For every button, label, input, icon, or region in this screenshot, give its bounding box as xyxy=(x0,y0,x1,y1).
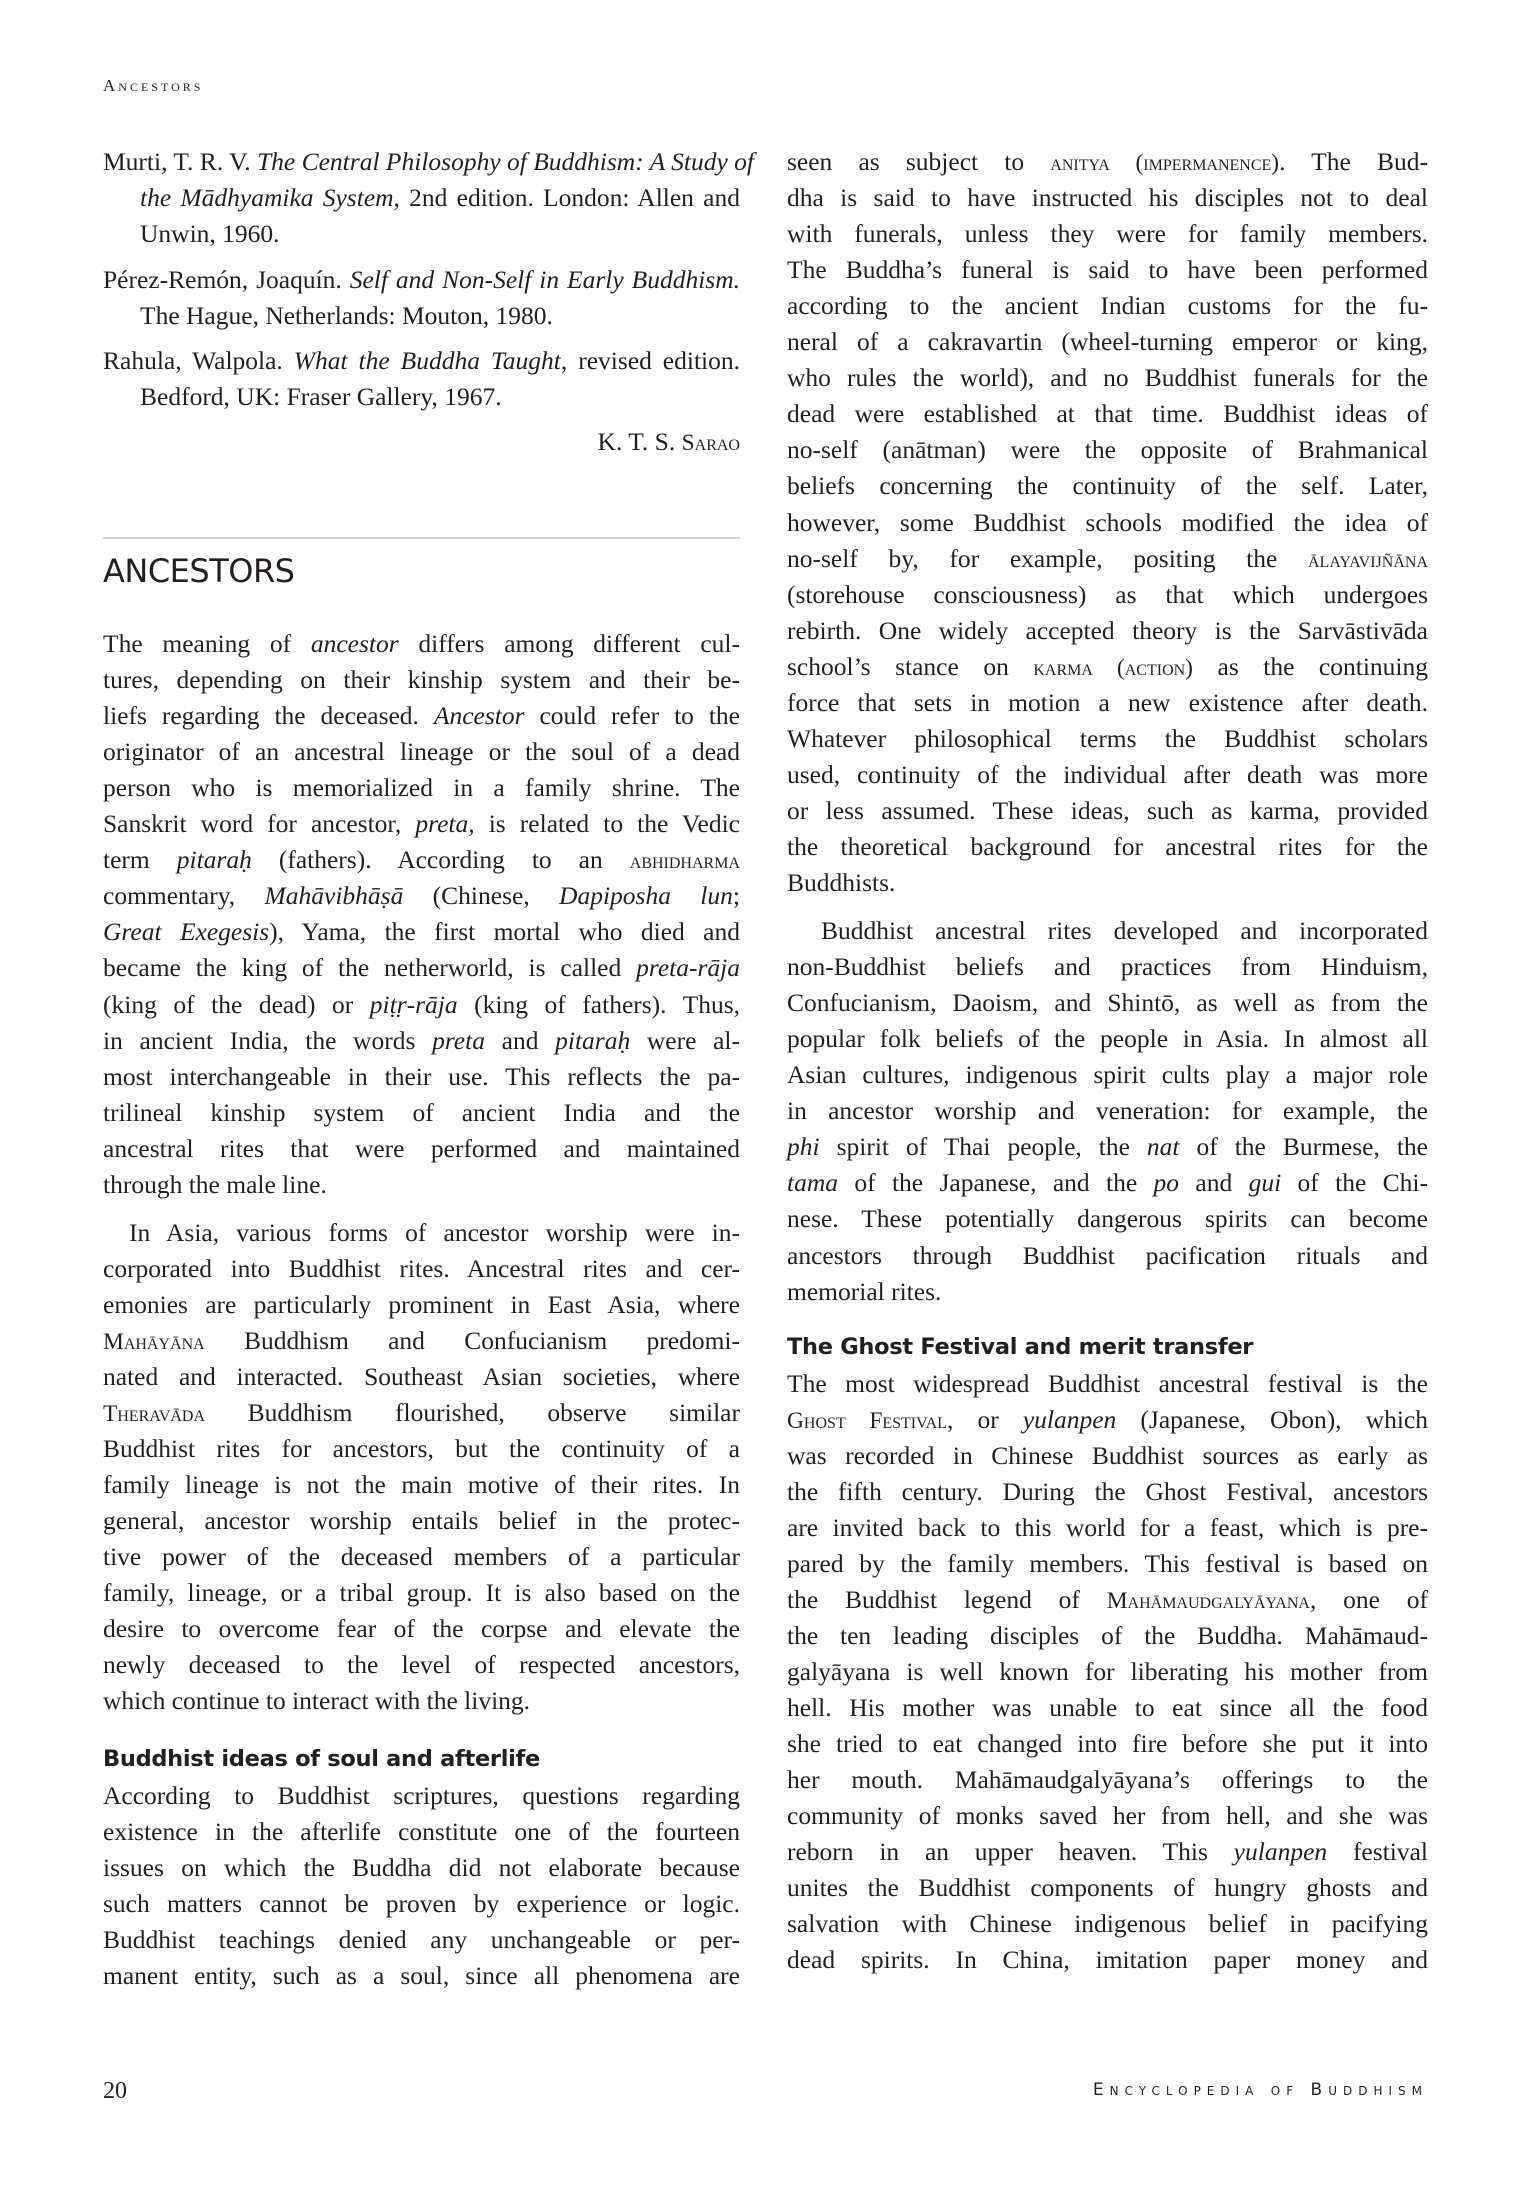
footer-book-title: Encyclopedia of Buddhism xyxy=(1092,2080,1428,2100)
body-line xyxy=(103,1922,740,1958)
body-line xyxy=(103,1575,740,1611)
body-line xyxy=(787,793,1428,829)
body-line xyxy=(103,734,740,770)
text-run: memorial rites. xyxy=(787,1276,942,1306)
body-line xyxy=(103,770,740,806)
italic-term: pitaraḥ xyxy=(555,1025,631,1055)
body-line xyxy=(103,662,740,698)
body-line xyxy=(103,1467,740,1503)
text-run: however, some Buddhist schools modified the idea of xyxy=(787,507,1428,537)
text-run: no-self by, for example, positing the xyxy=(787,543,1308,573)
cross-reference: abhidharma xyxy=(629,848,740,875)
body-line xyxy=(787,360,1428,396)
text-run: manent entity, such as a soul, since all phenomena are xyxy=(103,1960,740,1990)
text-run: issues on which the Buddha did not elaborate because xyxy=(103,1852,740,1882)
body-line xyxy=(787,1942,1428,1978)
text-run: Bedford, UK: Fraser Gallery, 1967. xyxy=(140,382,502,411)
body-line xyxy=(787,721,1428,757)
italic-term: gui xyxy=(1248,1168,1282,1198)
body-line xyxy=(103,1431,740,1467)
text-run: through the male line. xyxy=(103,1169,327,1199)
italic-term: preta-rāja xyxy=(636,953,740,983)
text-run: , revised edition. xyxy=(560,346,740,375)
text-run: family, lineage, or a tribal group. It is also based on the xyxy=(103,1578,740,1608)
body-line xyxy=(787,432,1428,468)
text-run: which continue to interact with the living. xyxy=(103,1686,531,1716)
body-line xyxy=(103,1167,740,1203)
text-run: Buddhism flourished, observe similar xyxy=(205,1398,740,1428)
text-run: Buddhist ancestral rites developed and incorporated xyxy=(821,916,1428,946)
body-line xyxy=(787,1366,1428,1402)
text-run: Asian cultures, indigenous spirit cults play a major role xyxy=(787,1060,1428,1090)
body-line xyxy=(787,685,1428,721)
text-run: non-Buddhist beliefs and practices from Hinduism, xyxy=(787,952,1428,982)
text-run: pared by the family members. This festival is based on xyxy=(787,1548,1428,1578)
body-line xyxy=(787,1093,1428,1129)
text-run: . The Bud- xyxy=(1279,147,1428,176)
page-number: 20 xyxy=(103,2078,127,2104)
text-run: Confucianism, Daoism, and Shintō, as well as from the xyxy=(787,988,1428,1018)
body-line xyxy=(103,1814,740,1850)
italic-term: Ancestor xyxy=(433,701,525,731)
text-run: Pérez-Remón, Joaquín. xyxy=(103,265,350,294)
text-run: is related to the Vedic xyxy=(474,809,740,839)
text-run: according to the ancient Indian customs for the fu- xyxy=(787,291,1428,321)
body-line xyxy=(787,468,1428,504)
body-line xyxy=(103,1539,740,1575)
text-run: festival xyxy=(1327,1837,1428,1867)
body-line xyxy=(103,950,740,986)
body-line xyxy=(787,865,1428,901)
text-run: tures, depending on their kinship system and their be- xyxy=(103,665,740,695)
italic-term: ancestor xyxy=(310,629,399,658)
text-run: family lineage is not the main motive of their rites. In xyxy=(103,1470,740,1500)
italic-term: po xyxy=(1153,1168,1180,1198)
text-run: dha is said to have instructed his disciples not to deal xyxy=(787,183,1428,213)
body-line xyxy=(787,1274,1428,1310)
text-run: reborn in an upper heaven. This xyxy=(787,1837,1234,1867)
italic-term: the Mādhyamika System xyxy=(140,183,394,212)
text-run: galyāyana is well known for liberating his mother from xyxy=(787,1657,1428,1686)
text-run: such matters cannot be proven by experience or logic. xyxy=(103,1888,740,1918)
body-line xyxy=(787,1618,1428,1654)
text-run: was recorded in Chinese Buddhist sources as early as xyxy=(787,1440,1428,1470)
text-run: community of monks saved her from hell, and she was xyxy=(787,1801,1428,1831)
body-line xyxy=(787,252,1428,288)
text-run: trilineal kinship system of ancient India and the xyxy=(103,1097,740,1127)
text-run: ; xyxy=(732,881,740,911)
text-run: Unwin, 1960. xyxy=(140,219,280,248)
italic-term: yulanpen xyxy=(1022,1404,1117,1434)
body-line xyxy=(787,985,1428,1021)
text-run: (Japanese, Obon), which xyxy=(1116,1404,1428,1434)
italic-term: Mahāvibhāṣā xyxy=(264,881,404,911)
text-run: existence in the afterlife constitute one of the fourteen xyxy=(103,1816,740,1846)
italic-term: tama xyxy=(787,1168,838,1198)
body-line xyxy=(103,1778,740,1814)
text-run: the theoretical background for ancestral rites for the xyxy=(787,831,1428,861)
body-line xyxy=(787,949,1428,985)
text-run: commentary, xyxy=(103,881,265,911)
body-line xyxy=(787,1129,1428,1165)
reference-line xyxy=(140,180,740,216)
body-line xyxy=(787,1201,1428,1237)
text-run: (storehouse consciousness) as that which undergoes xyxy=(787,579,1428,609)
body-line xyxy=(103,914,740,950)
italic-term: piṭṛ-rāja xyxy=(369,989,458,1019)
text-run: corporated into Buddhist rites. Ancestral rites and cer- xyxy=(103,1253,740,1283)
text-run: dead spirits. In China, imitation paper money and xyxy=(787,1945,1428,1975)
body-line xyxy=(787,649,1428,685)
text-run: nated and interacted. Southeast Asian societies, where xyxy=(103,1362,740,1391)
body-line xyxy=(103,1395,740,1431)
text-run: no-self (anātman) were the opposite of Brahmanical xyxy=(787,435,1428,465)
body-line xyxy=(787,1165,1428,1201)
text-run: could refer to the xyxy=(524,701,740,731)
body-line xyxy=(787,829,1428,865)
body-line xyxy=(103,1059,740,1095)
text-run: she tried to eat changed into fire before she put it into xyxy=(787,1729,1428,1759)
italic-term: pitaraḥ xyxy=(176,845,252,875)
body-line xyxy=(787,577,1428,613)
body-line xyxy=(787,1762,1428,1798)
text-run: of the Chi- xyxy=(1281,1168,1428,1198)
text-run: The meaning of xyxy=(103,629,311,658)
text-run: differs among different cul- xyxy=(398,629,740,658)
body-line xyxy=(103,698,740,734)
body-line xyxy=(103,1323,740,1359)
text-run: ancestral rites that were performed and maintained xyxy=(103,1133,740,1163)
text-run: desire to overcome fear of the corpse and elevate the xyxy=(103,1614,740,1644)
text-run: (fathers). According to an xyxy=(251,845,630,875)
text-run: became the king of the netherworld, is called xyxy=(103,953,637,983)
body-line xyxy=(103,1023,740,1059)
body-line xyxy=(787,1798,1428,1834)
body-line xyxy=(787,1057,1428,1093)
text-run: force that sets in motion a new existence after death. xyxy=(787,687,1428,717)
text-run: salvation with Chinese indigenous belief in pacifying xyxy=(787,1909,1428,1939)
text-run: In Asia, various forms of ancestor worship were in- xyxy=(129,1217,740,1247)
italic-term: yulanpen xyxy=(1233,1837,1328,1867)
body-line xyxy=(103,878,740,914)
author-signature xyxy=(103,424,740,460)
text-run: and xyxy=(484,1025,556,1055)
body-line xyxy=(787,1021,1428,1057)
italic-term: Dapiposha lun xyxy=(559,881,733,911)
body-line xyxy=(103,1287,740,1323)
text-run: emonies are particularly prominent in East Asia, where xyxy=(103,1289,740,1319)
body-line xyxy=(103,1215,740,1251)
text-run: the ten leading disciples of the Buddha. Mahāmaud- xyxy=(787,1620,1428,1650)
body-line xyxy=(787,324,1428,360)
reference-line xyxy=(103,262,740,298)
body-line xyxy=(787,1474,1428,1510)
body-line xyxy=(103,1647,740,1683)
body-line xyxy=(103,1886,740,1922)
body-line xyxy=(787,216,1428,252)
reference-line xyxy=(103,343,740,379)
reference-line xyxy=(140,216,740,252)
text-run: and xyxy=(1179,1168,1249,1198)
body-line xyxy=(103,626,740,662)
cross-reference: anitya (impermanence) xyxy=(1050,150,1280,176)
text-run: nese. These potentially dangerous spirits can become xyxy=(787,1204,1428,1234)
reference-line xyxy=(140,298,740,334)
text-run: ), Yama, the first mortal who died and xyxy=(269,917,740,947)
text-run: hell. His mother was unable to eat since all the food xyxy=(787,1693,1428,1723)
text-run: spirit of Thai people, the xyxy=(819,1132,1147,1162)
text-run: the fifth century. During the Ghost Festival, ancestors xyxy=(787,1476,1428,1506)
text-run: Buddhists. xyxy=(787,868,896,897)
body-line xyxy=(103,1095,740,1131)
body-line xyxy=(787,913,1428,949)
text-run: , or xyxy=(946,1404,1023,1434)
section-divider xyxy=(103,537,740,539)
body-line xyxy=(787,144,1428,180)
subheading-ghost-festival: The Ghost Festival and merit transfer xyxy=(787,1333,1254,1360)
body-line xyxy=(103,1850,740,1886)
entry-heading: ANCESTORS xyxy=(103,552,295,590)
text-run: Rahula, Walpola. xyxy=(103,346,294,375)
cross-reference: karma (action) xyxy=(1033,654,1193,681)
body-line xyxy=(787,1870,1428,1906)
body-line xyxy=(787,180,1428,216)
cross-reference: Mahāmaudgalyāyana xyxy=(1106,1587,1310,1614)
body-line xyxy=(787,505,1428,541)
text-run: , 2nd edition. London: Allen and xyxy=(393,183,740,212)
text-run: as the continuing xyxy=(1192,651,1428,681)
body-line xyxy=(787,1726,1428,1762)
text-run: (king of fathers). Thus, xyxy=(457,989,740,1019)
body-line xyxy=(103,987,740,1023)
text-run: tive power of the deceased members of a particular xyxy=(103,1542,740,1572)
text-run: liefs regarding the deceased. xyxy=(103,701,434,731)
body-line xyxy=(787,1582,1428,1618)
cross-reference: Sarao xyxy=(681,430,740,456)
body-line xyxy=(787,1690,1428,1726)
text-run: Whatever philosophical terms the Buddhist scholars xyxy=(787,723,1428,753)
text-run: unites the Buddhist components of hungry ghosts and xyxy=(787,1873,1428,1903)
body-line xyxy=(103,1611,740,1647)
body-line xyxy=(787,1654,1428,1690)
text-run: most interchangeable in their use. This reflects the pa- xyxy=(103,1061,740,1091)
body-line xyxy=(103,1359,740,1395)
text-run: person who is memorialized in a family shrine. The xyxy=(103,773,740,803)
cross-reference: Mahāyāna xyxy=(103,1328,205,1355)
text-run: originator of an ancestral lineage or the soul of a dead xyxy=(103,737,740,767)
body-line xyxy=(103,842,740,878)
body-line xyxy=(787,1238,1428,1274)
text-run: in ancestor worship and veneration: for example, the xyxy=(787,1096,1428,1126)
italic-term: preta, xyxy=(415,809,475,839)
text-run: or less assumed. These ideas, such as karma, provided xyxy=(787,795,1428,825)
text-run: (king of the dead) or xyxy=(103,989,370,1019)
cross-reference: ālayavijñāna xyxy=(1307,546,1428,573)
text-run: general, ancestor worship entails belief in the protec- xyxy=(103,1506,740,1536)
text-run: Buddhist teachings denied any unchangeable or per- xyxy=(103,1924,740,1954)
italic-term: What the Buddha Taught xyxy=(293,346,561,375)
body-line xyxy=(787,1906,1428,1942)
text-run: Buddhism and Confucianism predomi- xyxy=(204,1325,740,1355)
text-run: rebirth. One widely accepted theory is the Sarvāstivāda xyxy=(787,615,1428,645)
text-run: , one of xyxy=(1309,1584,1429,1614)
body-line xyxy=(787,541,1428,577)
text-run: According to Buddhist scriptures, questions regarding xyxy=(103,1780,740,1810)
body-line xyxy=(103,806,740,842)
text-run: with funerals, unless they were for family members. xyxy=(787,219,1428,249)
italic-term: Self and Non-Self in Early Buddhism. xyxy=(349,265,740,294)
text-run: The Buddha’s funeral is said to have been performed xyxy=(787,255,1428,285)
body-line xyxy=(103,1131,740,1167)
text-run: beliefs concerning the continuity of the self. Later, xyxy=(787,471,1428,501)
body-line xyxy=(787,288,1428,324)
body-line xyxy=(787,396,1428,432)
cross-reference: Theravāda xyxy=(103,1401,206,1428)
text-run: the Buddhist legend of xyxy=(787,1584,1107,1614)
body-line xyxy=(103,1958,740,1994)
running-header: Ancestors xyxy=(103,76,204,95)
text-run: of the Japanese, and the xyxy=(838,1168,1154,1198)
text-run: are invited back to this world for a feast, which is pre- xyxy=(787,1512,1428,1542)
text-run: school’s stance on xyxy=(787,651,1034,681)
text-run: used, continuity of the individual after death was more xyxy=(787,759,1428,789)
body-line xyxy=(787,757,1428,793)
text-run: The Hague, Netherlands: Mouton, 1980. xyxy=(140,301,553,330)
italic-term: The Central Philosophy of Buddhism: A Study of xyxy=(256,147,754,176)
body-line xyxy=(787,1834,1428,1870)
italic-term: nat xyxy=(1146,1132,1180,1162)
text-run: term xyxy=(103,845,177,875)
italic-term: preta xyxy=(432,1025,485,1055)
italic-term: Great Exegesis xyxy=(103,917,270,947)
text-run: popular folk beliefs of the people in Asia. In almost all xyxy=(787,1024,1428,1054)
body-line xyxy=(787,1402,1428,1438)
text-run: her mouth. Mahāmaudgalyāyana’s offerings to the xyxy=(787,1765,1428,1795)
text-run: Murti, T. R. V. xyxy=(103,147,257,176)
text-run: (Chinese, xyxy=(403,881,560,911)
text-run: of the Burmese, the xyxy=(1179,1132,1428,1162)
text-run: were al- xyxy=(630,1025,740,1055)
italic-term: phi xyxy=(787,1132,820,1162)
body-line xyxy=(103,1251,740,1287)
text-run: seen as subject to xyxy=(787,147,1051,176)
body-line xyxy=(103,1503,740,1539)
text-run: ancestors through Buddhist pacification rituals and xyxy=(787,1240,1428,1270)
text-run: neral of a cakravartin (wheel-turning emperor or king, xyxy=(787,327,1428,357)
text-run: K. T. S. xyxy=(597,427,682,456)
body-line xyxy=(787,1438,1428,1474)
text-run: in ancient India, the words xyxy=(103,1025,433,1055)
text-run: who rules the world), and no Buddhist funerals for the xyxy=(787,363,1428,393)
reference-line xyxy=(140,379,740,415)
text-run: dead were established at that time. Buddhist ideas of xyxy=(787,399,1428,429)
text-run: Buddhist rites for ancestors, but the continuity of a xyxy=(103,1434,740,1464)
text-run: newly deceased to the level of respected ancestors, xyxy=(103,1650,740,1680)
cross-reference: Ghost Festival xyxy=(787,1407,947,1434)
body-line xyxy=(787,1546,1428,1582)
body-line xyxy=(787,613,1428,649)
text-run: The most widespread Buddhist ancestral festival is the xyxy=(787,1368,1428,1398)
subheading-soul-afterlife: Buddhist ideas of soul and afterlife xyxy=(103,1745,540,1772)
text-run: Sanskrit word for ancestor, xyxy=(103,809,416,839)
body-line xyxy=(787,1510,1428,1546)
reference-line xyxy=(103,144,754,180)
body-line xyxy=(103,1683,740,1719)
